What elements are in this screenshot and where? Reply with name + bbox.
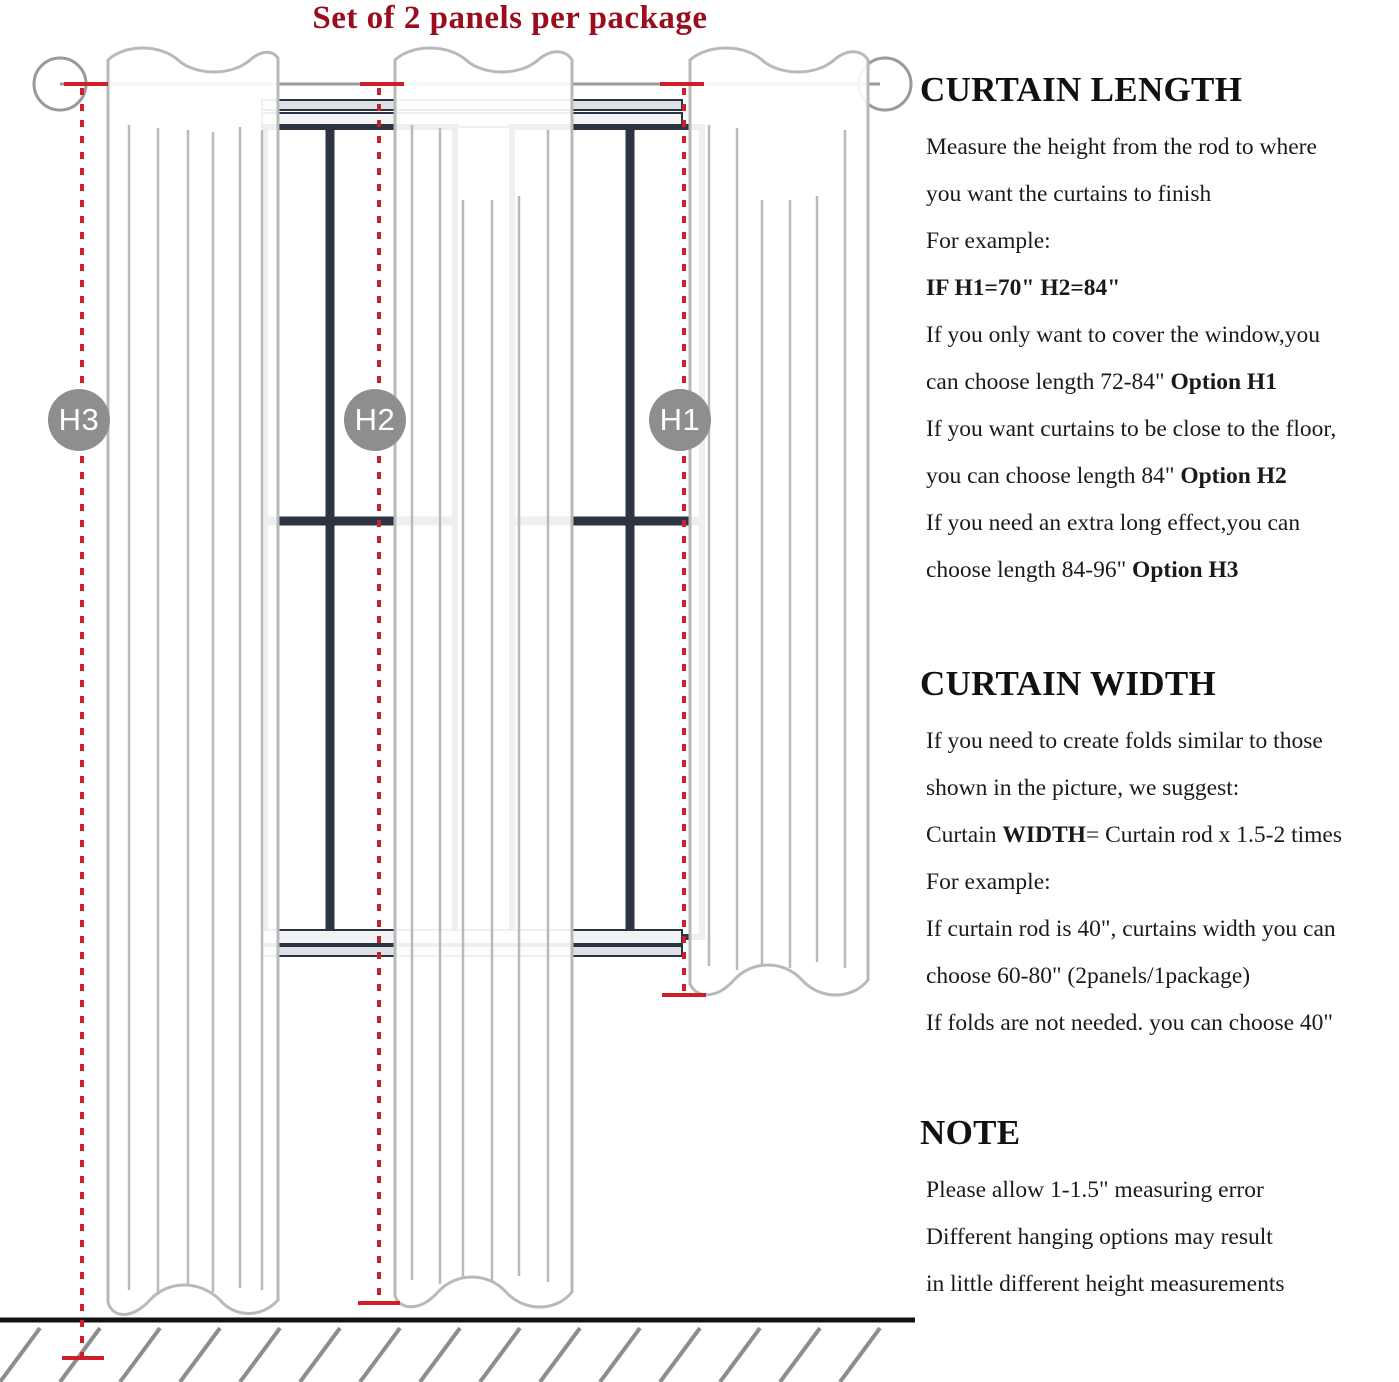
text-line: For example: — [926, 228, 1051, 254]
section-body-curtain-length — [926, 124, 1398, 594]
text-line: If you need to create folds similar to those — [926, 728, 1323, 754]
section-curtain-width — [920, 664, 1398, 1047]
text-line: you can choose length 84" Option H2 — [926, 463, 1287, 489]
text-line: you want the curtains to finish — [926, 181, 1212, 207]
section-body-note — [926, 1167, 1398, 1308]
section-heading-note: NOTE — [920, 1113, 1021, 1152]
text-line: If you want curtains to be close to the floor, — [926, 416, 1337, 442]
text-line: Curtain WIDTH= Curtain rod x 1.5-2 times — [926, 822, 1343, 848]
measure-line-h3 — [62, 84, 108, 1358]
text-line: shown in the picture, we suggest: — [926, 775, 1240, 801]
label-h2: H2 — [344, 389, 406, 451]
curtain-panel-h2 — [395, 48, 572, 1307]
label-h1: H1 — [649, 389, 711, 451]
section-curtain-length — [920, 70, 1398, 594]
text-line: choose length 84-96" Option H3 — [926, 557, 1239, 583]
text-line: If you only want to cover the window,you — [926, 322, 1320, 348]
curtain-panel-h1 — [690, 48, 868, 995]
page-title: Set of 2 panels per package — [312, 0, 708, 36]
section-heading-curtain-length: CURTAIN LENGTH — [920, 70, 1243, 109]
text-line: IF H1=70" H2=84" — [926, 275, 1121, 301]
label-h3: H3 — [48, 389, 110, 451]
text-line: If folds are not needed. you can choose 40" — [926, 1010, 1333, 1036]
section-note — [920, 1113, 1398, 1308]
text-line: choose 60-80" (2panels/1package) — [926, 963, 1251, 989]
text-line: Please allow 1-1.5" measuring error — [926, 1177, 1264, 1203]
text-line: For example: — [926, 869, 1051, 895]
instructions-column — [920, 70, 1398, 1308]
section-body-curtain-width — [926, 718, 1398, 1047]
text-line: If curtain rod is 40", curtains width you can — [926, 916, 1336, 942]
curtain-panel-h3 — [108, 48, 278, 1315]
text-line: Measure the height from the rod to where — [926, 134, 1317, 160]
text-line: If you need an extra long effect,you can — [926, 510, 1301, 536]
text-line: can choose length 72-84" Option H1 — [926, 369, 1277, 395]
section-heading-curtain-width: CURTAIN WIDTH — [920, 664, 1216, 703]
text-line: in little different height measurements — [926, 1271, 1285, 1297]
floor — [0, 1320, 915, 1382]
text-line: Different hanging options may result — [926, 1224, 1273, 1250]
